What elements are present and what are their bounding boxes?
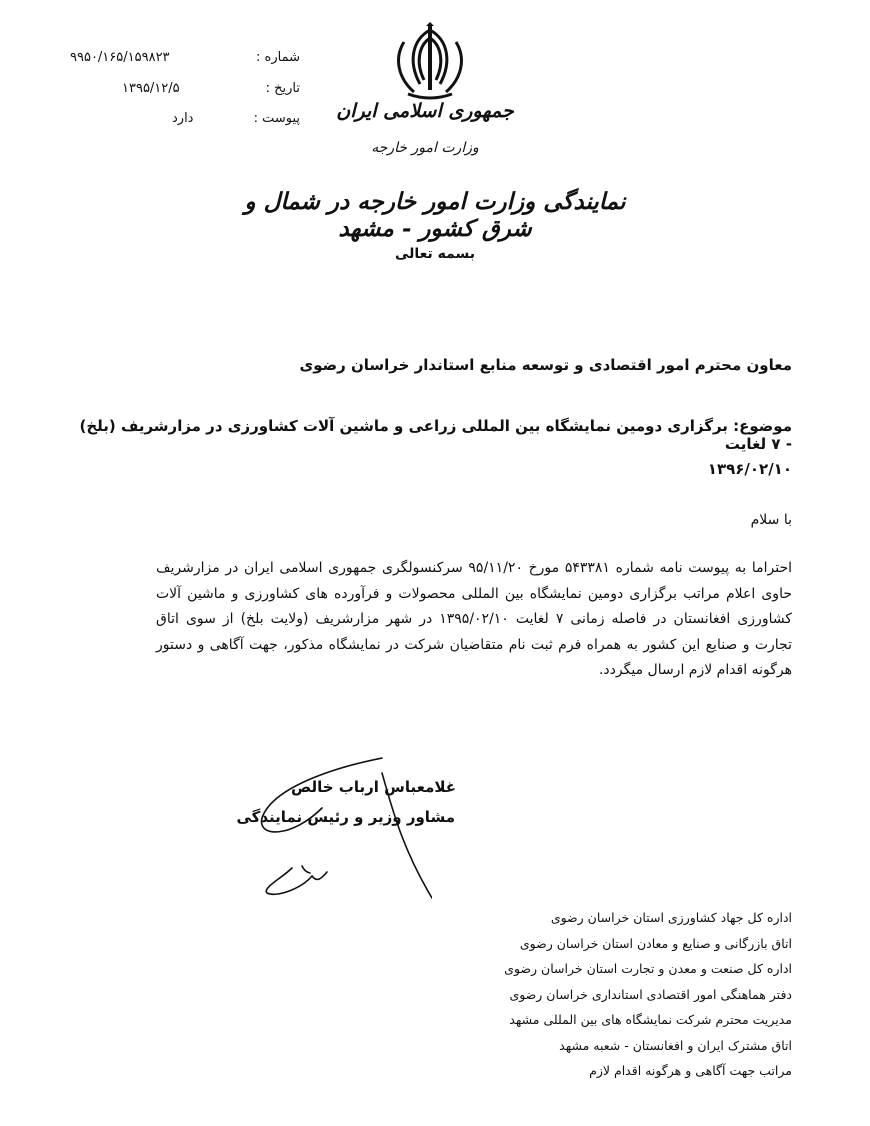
cc-list (432, 905, 792, 1084)
ministry-title: وزارت امور خارجه (371, 140, 479, 156)
cc-item: اتاق مشترک ایران و افغانستان - شعبه مشهد (559, 1037, 792, 1053)
subject-line: موضوع: برگزاری دومین نمایشگاه بین المللی زراعی و ماشین آلات کشاورزی در مزارشریف (بلخ) - ۷ لغایت (79, 417, 792, 453)
body-paragraph: احتراما به پیوست نامه شماره ۵۴۳۳۸۱ مورخ ۹۵/۱۱/۲۰ سرکنسولگری جمهوری اسلامی ایران در مزارشریف حاوی اعلام مراتب برگزاری دومین نمایشگاه بین المللی محصولات و فرآورده های کشاورزی و ماشین آلات کشاورزی افغانستان در فاصله زمانی ۷ لغایت ۱۳۹۵/۰۲/۱۰ در شهر مزارشریف (ولایت بلخ) از سوی اتاق تجارت و صنایع این کشور به همراه فرم ثبت نام متقاضیان شرکت در نمایشگاه مذکور، جهت آگاهی و دستور هرگونه اقدام لازم ارسال میگردد. (156, 560, 792, 678)
attachment-label: پیوست : (253, 111, 300, 126)
cc-item: اداره کل صنعت و معدن و تجارت استان خراسان رضوی (504, 961, 792, 976)
signer-title: مشاور وزیر و رئیس نمایندگی (236, 808, 455, 826)
subject-date: ۱۳۹۶/۰۲/۱۰ (707, 460, 792, 478)
number-value: ۹۹۵۰/۱۶۵/۱۵۹۸۲۳ (70, 50, 170, 65)
greeting: با سلام (750, 512, 792, 528)
representation-title: نمایندگی وزارت امور خارجه در شمال و شرق کشور - مشهد (244, 188, 626, 242)
recipient-line: معاون محترم امور اقتصادی و توسعه منابع استاندار خراسان رضوی (299, 356, 792, 374)
attachment-value: دارد (172, 111, 194, 126)
handwritten-signature-icon (232, 748, 432, 918)
cc-item: مراتب جهت آگاهی و هرگونه اقدام لازم (589, 1063, 792, 1078)
cc-item: مدیریت محترم شرکت نمایشگاه های بین المللی مشهد (509, 1012, 792, 1027)
number-label: شماره : (256, 50, 300, 65)
cc-item: دفتر هماهنگی امور اقتصادی استانداری خراسان رضوی (509, 986, 792, 1002)
cc-item: اداره کل جهاد کشاورزی استان خراسان رضوی (550, 910, 792, 925)
signer-name: غلامعباس ارباب خالص (291, 778, 456, 796)
cc-item: اتاق بازرگانی و صنایع و معادن استان خراسان رضوی (519, 935, 792, 951)
date-value: ۱۳۹۵/۱۲/۵ (122, 81, 180, 96)
republic-title: جمهوری اسلامی ایران (336, 100, 514, 122)
bismillah: بسمه تعالی (394, 246, 476, 262)
iran-emblem-icon (390, 22, 470, 104)
date-label: تاریخ : (265, 81, 300, 96)
